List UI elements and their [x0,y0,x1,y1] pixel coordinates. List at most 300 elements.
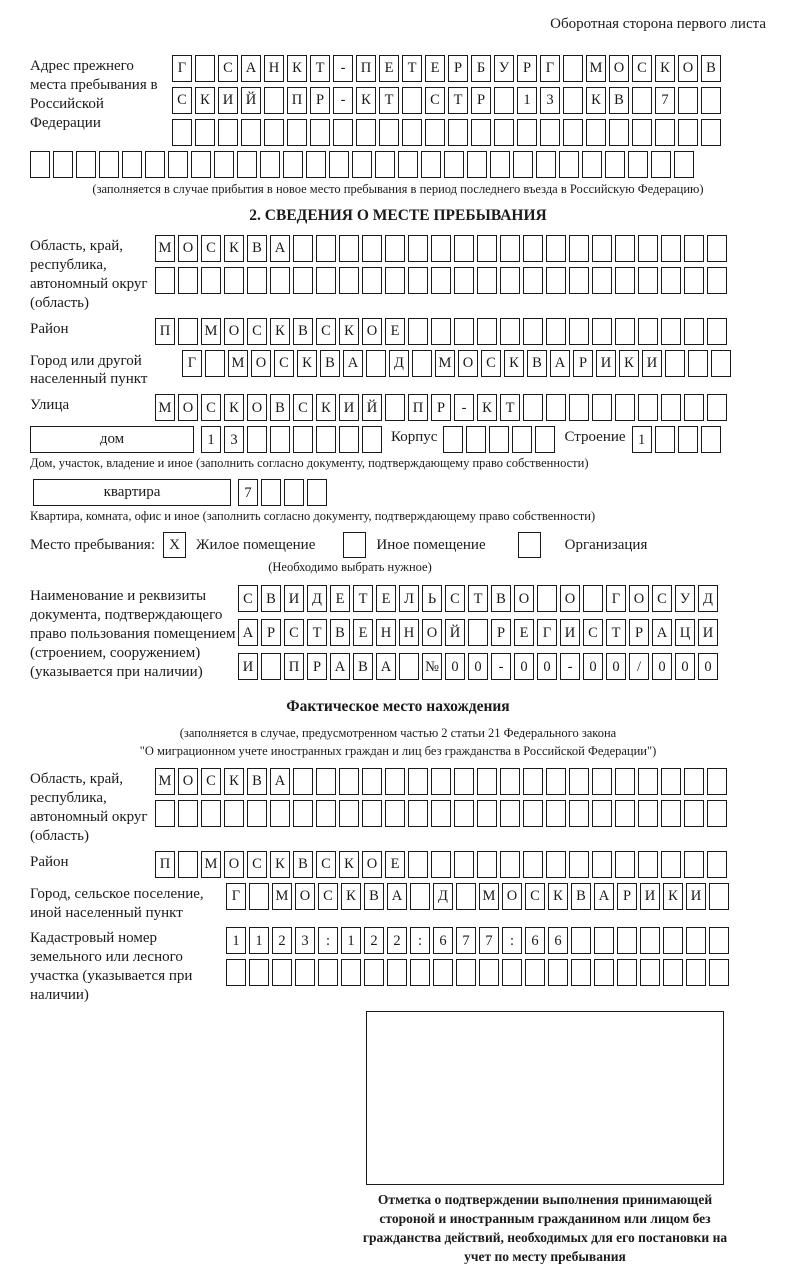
char-cell[interactable] [571,927,591,954]
char-cell[interactable] [500,851,520,878]
char-cell[interactable]: Н [399,619,419,646]
char-cell[interactable]: Е [385,318,405,345]
char-cell[interactable] [686,959,706,986]
char-cell[interactable]: Ц [675,619,695,646]
char-cell[interactable] [569,394,589,421]
char-cell[interactable] [247,426,267,453]
char-cell[interactable]: Р [629,619,649,646]
char-cell[interactable] [195,119,215,146]
char-cell[interactable]: О [678,55,698,82]
char-cell[interactable]: А [238,619,258,646]
char-cell[interactable] [477,800,497,827]
char-cell[interactable] [709,927,729,954]
char-cell[interactable] [408,768,428,795]
char-cell[interactable]: В [330,619,350,646]
char-cell[interactable] [615,800,635,827]
char-cell[interactable]: 1 [517,87,537,114]
char-cell[interactable] [410,959,430,986]
char-cell[interactable] [443,426,463,453]
char-cell[interactable]: Р [448,55,468,82]
char-cell[interactable] [655,426,675,453]
char-cell[interactable] [316,768,336,795]
char-cell[interactable] [523,235,543,262]
char-cell[interactable]: 1 [226,927,246,954]
char-cell[interactable]: - [491,653,511,680]
char-cell[interactable]: К [655,55,675,82]
char-cell[interactable]: О [629,585,649,612]
char-cell[interactable] [655,119,675,146]
char-cell[interactable] [468,619,488,646]
char-cell[interactable]: Т [468,585,488,612]
char-cell[interactable] [477,318,497,345]
char-cell[interactable]: К [341,883,361,910]
char-cell[interactable]: П [408,394,428,421]
char-cell[interactable]: М [155,768,175,795]
char-cell[interactable] [454,235,474,262]
char-cell[interactable]: Л [399,585,419,612]
char-cell[interactable] [707,800,727,827]
char-cell[interactable]: 1 [341,927,361,954]
char-cell[interactable]: И [686,883,706,910]
char-cell[interactable] [707,768,727,795]
char-cell[interactable] [454,318,474,345]
char-cell[interactable]: В [364,883,384,910]
char-cell[interactable] [661,318,681,345]
char-cell[interactable] [638,267,658,294]
char-cell[interactable]: 0 [675,653,695,680]
char-cell[interactable]: П [287,87,307,114]
char-cell[interactable]: Г [182,350,202,377]
char-cell[interactable] [249,959,269,986]
char-cell[interactable]: М [272,883,292,910]
char-cell[interactable]: Е [353,619,373,646]
char-cell[interactable] [701,87,721,114]
char-cell[interactable] [352,151,372,178]
char-cell[interactable]: О [251,350,271,377]
char-cell[interactable] [615,267,635,294]
char-cell[interactable]: О [362,318,382,345]
char-cell[interactable] [178,851,198,878]
char-cell[interactable] [444,151,464,178]
char-cell[interactable]: О [247,394,267,421]
char-cell[interactable] [471,119,491,146]
char-cell[interactable]: С [201,235,221,262]
char-cell[interactable]: К [356,87,376,114]
char-cell[interactable] [295,959,315,986]
char-cell[interactable] [494,119,514,146]
char-cell[interactable] [431,267,451,294]
char-cell[interactable] [362,235,382,262]
char-cell[interactable] [362,768,382,795]
char-cell[interactable] [632,119,652,146]
char-cell[interactable] [709,883,729,910]
char-cell[interactable] [201,267,221,294]
char-cell[interactable] [385,394,405,421]
char-cell[interactable]: Г [606,585,626,612]
char-cell[interactable] [270,426,290,453]
char-cell[interactable] [224,267,244,294]
char-cell[interactable] [523,800,543,827]
char-cell[interactable]: О [514,585,534,612]
char-cell[interactable]: О [362,851,382,878]
char-cell[interactable]: 0 [583,653,603,680]
char-cell[interactable]: В [247,235,267,262]
char-cell[interactable] [226,959,246,986]
char-cell[interactable]: К [270,318,290,345]
char-cell[interactable]: 2 [387,927,407,954]
char-cell[interactable]: Г [540,55,560,82]
char-cell[interactable] [548,959,568,986]
char-cell[interactable]: А [330,653,350,680]
char-cell[interactable]: Д [433,883,453,910]
char-cell[interactable] [617,927,637,954]
char-cell[interactable] [569,800,589,827]
char-cell[interactable]: К [504,350,524,377]
char-cell[interactable] [500,318,520,345]
char-cell[interactable] [261,479,281,506]
char-cell[interactable] [684,800,704,827]
char-cell[interactable] [293,800,313,827]
char-cell[interactable] [609,119,629,146]
char-cell[interactable]: Е [514,619,534,646]
char-cell[interactable] [454,800,474,827]
char-cell[interactable] [617,959,637,986]
char-cell[interactable]: 2 [364,927,384,954]
char-cell[interactable] [615,318,635,345]
char-cell[interactable]: А [550,350,570,377]
char-cell[interactable] [537,585,557,612]
char-cell[interactable] [592,851,612,878]
char-cell[interactable]: Р [491,619,511,646]
char-cell[interactable] [615,394,635,421]
char-cell[interactable] [500,800,520,827]
char-cell[interactable] [477,851,497,878]
char-cell[interactable] [172,119,192,146]
char-cell[interactable] [661,851,681,878]
char-cell[interactable]: И [339,394,359,421]
char-cell[interactable]: Т [500,394,520,421]
char-cell[interactable] [402,87,422,114]
char-cell[interactable]: С [316,318,336,345]
char-cell[interactable]: А [387,883,407,910]
char-cell[interactable] [362,426,382,453]
char-cell[interactable]: К [270,851,290,878]
char-cell[interactable] [261,653,281,680]
char-cell[interactable]: М [586,55,606,82]
char-cell[interactable]: К [224,768,244,795]
char-cell[interactable] [684,851,704,878]
char-cell[interactable] [678,119,698,146]
char-cell[interactable]: Е [385,851,405,878]
char-cell[interactable]: Р [573,350,593,377]
char-cell[interactable] [249,883,269,910]
char-cell[interactable]: М [228,350,248,377]
char-cell[interactable] [454,768,474,795]
char-cell[interactable]: О [178,394,198,421]
char-cell[interactable]: С [201,394,221,421]
char-cell[interactable]: Д [389,350,409,377]
char-cell[interactable] [663,927,683,954]
char-cell[interactable] [661,394,681,421]
char-cell[interactable]: Е [330,585,350,612]
char-cell[interactable] [678,426,698,453]
char-cell[interactable]: Т [402,55,422,82]
char-cell[interactable] [523,768,543,795]
char-cell[interactable] [366,350,386,377]
char-cell[interactable] [594,959,614,986]
char-cell[interactable]: И [284,585,304,612]
char-cell[interactable] [178,800,198,827]
char-cell[interactable]: 1 [249,927,269,954]
char-cell[interactable]: К [477,394,497,421]
char-cell[interactable] [592,318,612,345]
char-cell[interactable] [638,318,658,345]
char-cell[interactable] [583,585,603,612]
char-cell[interactable]: В [261,585,281,612]
char-cell[interactable]: В [247,768,267,795]
char-cell[interactable] [214,151,234,178]
char-cell[interactable]: М [479,883,499,910]
char-cell[interactable] [546,394,566,421]
checkbox-residential[interactable]: X [163,532,186,558]
char-cell[interactable] [385,768,405,795]
char-cell[interactable] [421,151,441,178]
char-cell[interactable] [701,426,721,453]
char-cell[interactable]: С [316,851,336,878]
char-cell[interactable]: 7 [238,479,258,506]
char-cell[interactable]: 1 [632,426,652,453]
char-cell[interactable]: С [247,851,267,878]
char-cell[interactable]: 2 [272,927,292,954]
char-cell[interactable]: С [632,55,652,82]
char-cell[interactable] [684,768,704,795]
char-cell[interactable] [272,959,292,986]
char-cell[interactable] [237,151,257,178]
char-cell[interactable]: К [195,87,215,114]
char-cell[interactable] [651,151,671,178]
char-cell[interactable] [339,235,359,262]
char-cell[interactable]: С [201,768,221,795]
char-cell[interactable] [270,267,290,294]
char-cell[interactable]: 6 [433,927,453,954]
char-cell[interactable]: : [410,927,430,954]
char-cell[interactable] [592,267,612,294]
char-cell[interactable] [540,119,560,146]
char-cell[interactable]: И [698,619,718,646]
char-cell[interactable] [500,267,520,294]
char-cell[interactable]: Р [617,883,637,910]
char-cell[interactable]: Б [471,55,491,82]
char-cell[interactable]: А [270,235,290,262]
char-cell[interactable] [466,426,486,453]
char-cell[interactable]: К [663,883,683,910]
char-cell[interactable] [523,851,543,878]
char-cell[interactable] [155,800,175,827]
char-cell[interactable] [684,318,704,345]
char-cell[interactable]: 0 [514,653,534,680]
char-cell[interactable] [663,959,683,986]
char-cell[interactable] [362,267,382,294]
char-cell[interactable]: 0 [445,653,465,680]
char-cell[interactable]: О [422,619,442,646]
char-cell[interactable] [569,267,589,294]
char-cell[interactable] [592,800,612,827]
char-cell[interactable] [467,151,487,178]
char-cell[interactable] [224,800,244,827]
char-cell[interactable] [53,151,73,178]
char-cell[interactable] [523,394,543,421]
char-cell[interactable] [168,151,188,178]
char-cell[interactable] [502,959,522,986]
char-cell[interactable]: - [333,87,353,114]
char-cell[interactable]: 3 [224,426,244,453]
char-cell[interactable]: Д [307,585,327,612]
char-cell[interactable]: К [619,350,639,377]
char-cell[interactable] [201,800,221,827]
char-cell[interactable]: И [642,350,662,377]
char-cell[interactable] [145,151,165,178]
char-cell[interactable]: Е [379,55,399,82]
char-cell[interactable]: П [155,851,175,878]
char-cell[interactable] [638,851,658,878]
char-cell[interactable] [431,318,451,345]
char-cell[interactable] [412,350,432,377]
char-cell[interactable] [284,479,304,506]
char-cell[interactable]: М [155,394,175,421]
char-cell[interactable]: О [502,883,522,910]
char-cell[interactable]: 0 [537,653,557,680]
char-cell[interactable] [218,119,238,146]
char-cell[interactable]: В [320,350,340,377]
char-cell[interactable]: К [224,235,244,262]
char-cell[interactable] [569,851,589,878]
char-cell[interactable] [287,119,307,146]
char-cell[interactable]: О [458,350,478,377]
char-cell[interactable]: А [376,653,396,680]
char-cell[interactable] [310,119,330,146]
char-cell[interactable]: Г [226,883,246,910]
char-cell[interactable] [582,151,602,178]
char-cell[interactable]: Д [698,585,718,612]
char-cell[interactable]: В [293,318,313,345]
char-cell[interactable]: 0 [652,653,672,680]
char-cell[interactable] [398,151,418,178]
char-cell[interactable] [688,350,708,377]
char-cell[interactable] [333,119,353,146]
char-cell[interactable]: - [560,653,580,680]
char-cell[interactable]: К [224,394,244,421]
char-cell[interactable] [615,851,635,878]
char-cell[interactable] [283,151,303,178]
char-cell[interactable] [477,768,497,795]
char-cell[interactable]: 3 [295,927,315,954]
char-cell[interactable] [536,151,556,178]
char-cell[interactable]: В [527,350,547,377]
char-cell[interactable] [410,883,430,910]
char-cell[interactable] [638,768,658,795]
char-cell[interactable] [525,959,545,986]
char-cell[interactable]: Т [606,619,626,646]
char-cell[interactable] [408,851,428,878]
char-cell[interactable] [684,235,704,262]
char-cell[interactable]: А [241,55,261,82]
char-cell[interactable] [638,235,658,262]
char-cell[interactable] [559,151,579,178]
char-cell[interactable] [195,55,215,82]
char-cell[interactable]: О [224,851,244,878]
char-cell[interactable] [563,119,583,146]
char-cell[interactable] [707,851,727,878]
char-cell[interactable]: В [491,585,511,612]
char-cell[interactable] [638,394,658,421]
char-cell[interactable] [640,927,660,954]
char-cell[interactable] [546,267,566,294]
char-cell[interactable] [569,318,589,345]
char-cell[interactable] [707,267,727,294]
char-cell[interactable] [661,800,681,827]
char-cell[interactable]: М [435,350,455,377]
char-cell[interactable] [408,800,428,827]
char-cell[interactable]: Ь [422,585,442,612]
char-cell[interactable] [661,267,681,294]
char-cell[interactable]: М [201,851,221,878]
char-cell[interactable]: В [701,55,721,82]
char-cell[interactable] [316,267,336,294]
char-cell[interactable]: И [640,883,660,910]
char-cell[interactable] [293,768,313,795]
char-cell[interactable] [605,151,625,178]
char-cell[interactable]: К [548,883,568,910]
char-cell[interactable]: П [284,653,304,680]
char-cell[interactable] [517,119,537,146]
char-cell[interactable] [99,151,119,178]
char-cell[interactable] [399,653,419,680]
char-cell[interactable] [293,267,313,294]
char-cell[interactable] [316,800,336,827]
char-cell[interactable]: И [218,87,238,114]
char-cell[interactable] [477,235,497,262]
char-cell[interactable]: О [560,585,580,612]
char-cell[interactable] [385,800,405,827]
char-cell[interactable]: 6 [548,927,568,954]
char-cell[interactable]: Р [310,87,330,114]
char-cell[interactable] [707,318,727,345]
char-cell[interactable] [586,119,606,146]
char-cell[interactable]: К [287,55,307,82]
char-cell[interactable] [260,151,280,178]
char-cell[interactable]: А [652,619,672,646]
char-cell[interactable] [356,119,376,146]
char-cell[interactable]: Т [307,619,327,646]
char-cell[interactable] [306,151,326,178]
char-cell[interactable]: С [318,883,338,910]
char-cell[interactable] [661,768,681,795]
char-cell[interactable]: К [297,350,317,377]
char-cell[interactable]: 3 [540,87,560,114]
char-cell[interactable]: М [201,318,221,345]
char-cell[interactable]: 0 [468,653,488,680]
char-cell[interactable]: - [454,394,474,421]
char-cell[interactable] [546,235,566,262]
char-cell[interactable] [686,927,706,954]
char-cell[interactable] [431,768,451,795]
char-cell[interactable]: И [238,653,258,680]
char-cell[interactable]: : [318,927,338,954]
char-cell[interactable]: 1 [201,426,221,453]
char-cell[interactable]: Й [445,619,465,646]
char-cell[interactable] [387,959,407,986]
char-cell[interactable] [122,151,142,178]
